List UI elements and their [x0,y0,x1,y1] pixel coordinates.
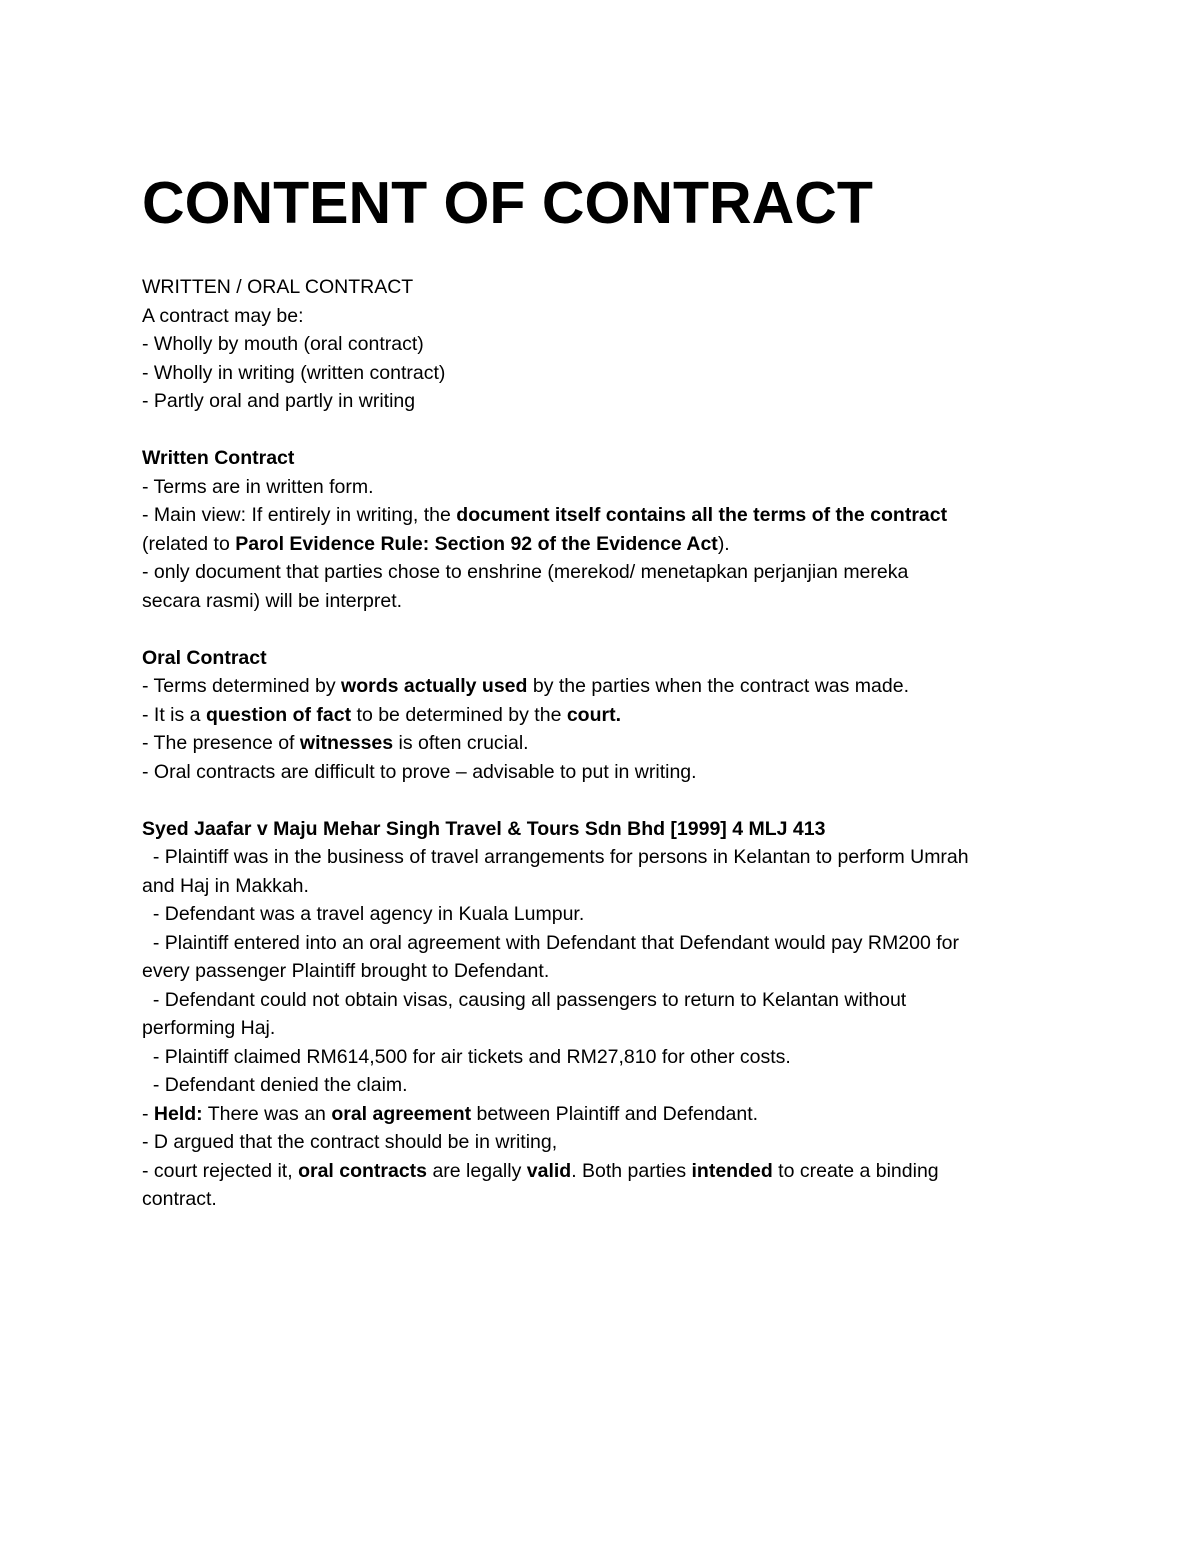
oral-contract-section [142,644,1072,787]
bold-text: Parol Evidence Rule: Section 92 of the Evidence Act [235,532,718,555]
oral-contract-heading: Oral Contract [142,646,267,669]
text-span: - It is a [142,703,206,726]
case-line: - Defendant was a travel agency in Kuala Lumpur. [142,903,585,925]
case-line [142,1157,1072,1186]
text-span: - The presence of [142,732,300,754]
text-span: - [142,1102,154,1125]
case-line: - D argued that the contract should be in writing, [142,1131,558,1153]
case-section [142,815,1072,1214]
text-span: by the parties when the contract was made. [527,675,909,697]
text-span: There was an [202,1102,332,1125]
written-contract-heading: Written Contract [142,447,295,469]
text-span: . Both parties [571,1159,692,1182]
bold-text: valid [526,1159,572,1182]
oral-line: - Oral contracts are difficult to prove – advisable to put in writing. [142,760,697,783]
written-line: secara rasmi) will be interpret. [142,589,403,612]
case-held-line [142,1100,1072,1129]
bold-text: Held: [153,1102,203,1125]
text-span: are legally [427,1159,527,1182]
text-span: is often crucial. [393,732,529,754]
intro-item: - Wholly in writing (written contract) [142,361,446,384]
document-page [142,165,1072,1214]
bold-text: words actually used [341,675,528,697]
case-line: contract. [142,1188,217,1210]
case-heading: Syed Jaafar v Maju Mehar Singh Travel & Tours Sdn Bhd [1999] 4 MLJ 413 [142,817,826,840]
text-span: to create a binding [772,1159,939,1182]
written-line: - Terms are in written form. [142,475,374,498]
text-span: - Main view: If entirely in writing, the [142,504,457,526]
oral-line [142,729,1072,758]
page-title: CONTENT OF CONTRACT [142,170,873,236]
case-line: - Plaintiff claimed RM614,500 for air tickets and RM27,810 for other costs. [142,1045,791,1068]
text-span: to be determined by the [351,703,567,726]
case-line: - Plaintiff entered into an oral agreement with Defendant that Defendant would pay RM200 for [142,931,959,954]
intro-item: - Wholly by mouth (oral contract) [142,333,424,355]
text-span: between Plaintiff and Defendant. [471,1102,759,1125]
bold-text: court. [566,703,621,726]
intro-heading: WRITTEN / ORAL CONTRACT [142,276,414,298]
bold-text: witnesses [299,732,394,754]
case-line: - Plaintiff was in the business of travel arrangements for persons in Kelantan to perform Umrah [142,846,969,868]
case-line: every passenger Plaintiff brought to Defendant. [142,960,550,982]
text-span: ). [717,532,730,555]
text-span: (related to [142,532,236,555]
written-line: - only document that parties chose to enshrine (merekod/ menetapkan perjanjian mereka [142,561,909,583]
bold-text: intended [691,1159,773,1182]
bold-text: oral contracts [298,1159,428,1182]
case-line: - Defendant could not obtain visas, causing all passengers to return to Kelantan without [142,988,907,1011]
oral-line [142,672,1072,701]
written-line [142,530,1072,559]
bold-text: oral agreement [331,1102,472,1125]
bold-text: document itself contains all the terms of the contract [456,504,948,526]
intro-lead: A contract may be: [142,304,304,327]
bold-text: question of fact [205,703,352,726]
text-span: - court rejected it, [142,1159,299,1182]
text-span: - Terms determined by [142,675,342,697]
case-line: - Defendant denied the claim. [142,1074,408,1096]
intro-item: - Partly oral and partly in writing [142,390,416,412]
written-line [142,501,1072,530]
case-line: and Haj in Makkah. [142,874,309,897]
intro-section [142,273,1072,416]
case-line: performing Haj. [142,1017,276,1039]
written-contract-section [142,444,1072,615]
oral-line [142,701,1072,730]
